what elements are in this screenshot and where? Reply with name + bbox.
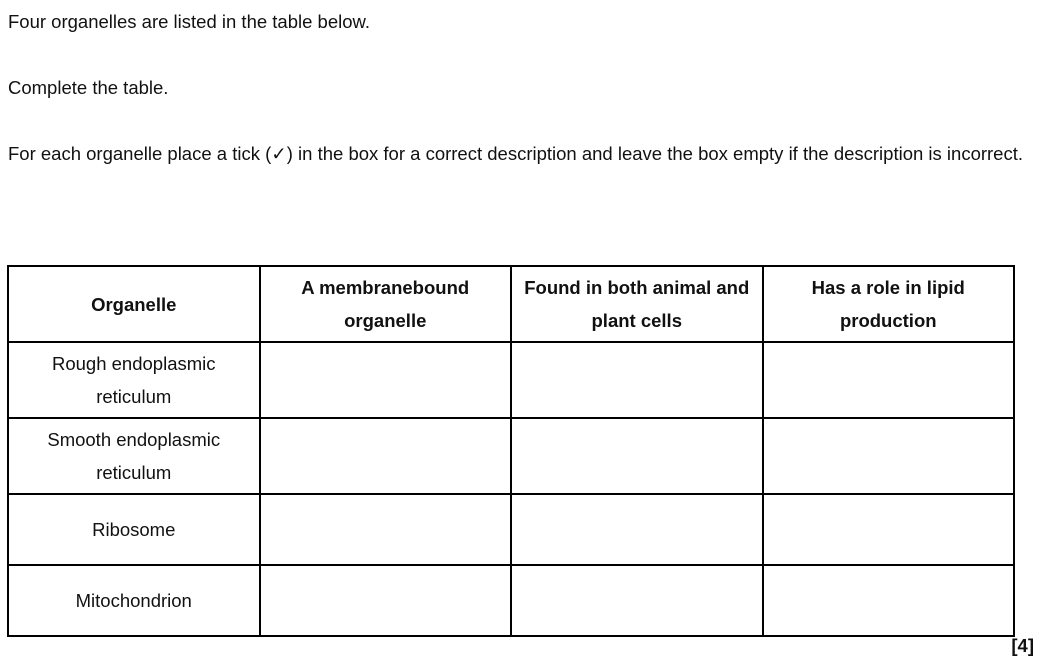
header-lipid-production: Has a role in lipid production	[763, 266, 1015, 342]
organelle-name: Rough endoplasmic reticulum	[8, 342, 260, 418]
marks-label: [4]	[1011, 635, 1034, 656]
header-animal-plant: Found in both animal and plant cells	[511, 266, 763, 342]
tick-box[interactable]	[260, 342, 512, 418]
table-row	[8, 342, 1014, 418]
organelle-table	[7, 265, 1015, 637]
tick-box[interactable]	[511, 565, 763, 636]
tick-box[interactable]	[763, 342, 1015, 418]
tick-box[interactable]	[763, 565, 1015, 636]
tick-box[interactable]	[260, 494, 512, 565]
question-intro: Four organelles are listed in the table below.	[8, 11, 370, 32]
header-membranebound: A membranebound organelle	[260, 266, 512, 342]
tick-box[interactable]	[260, 418, 512, 494]
organelle-name: Smooth endoplasmic reticulum	[8, 418, 260, 494]
table-row	[8, 418, 1014, 494]
tick-box[interactable]	[260, 565, 512, 636]
table-header-row	[8, 266, 1014, 342]
question-detail: For each organelle place a tick (✓) in the box for a correct description and leave the box empty if the description is incorrect.	[8, 143, 1023, 164]
tick-box[interactable]	[511, 418, 763, 494]
organelle-name: Ribosome	[8, 494, 260, 565]
tick-box[interactable]	[763, 494, 1015, 565]
question-instruction: Complete the table.	[8, 77, 169, 98]
table-row	[8, 494, 1014, 565]
table-row	[8, 565, 1014, 636]
tick-box[interactable]	[763, 418, 1015, 494]
tick-box[interactable]	[511, 494, 763, 565]
header-organelle: Organelle	[8, 266, 260, 342]
tick-box[interactable]	[511, 342, 763, 418]
organelle-name: Mitochondrion	[8, 565, 260, 636]
